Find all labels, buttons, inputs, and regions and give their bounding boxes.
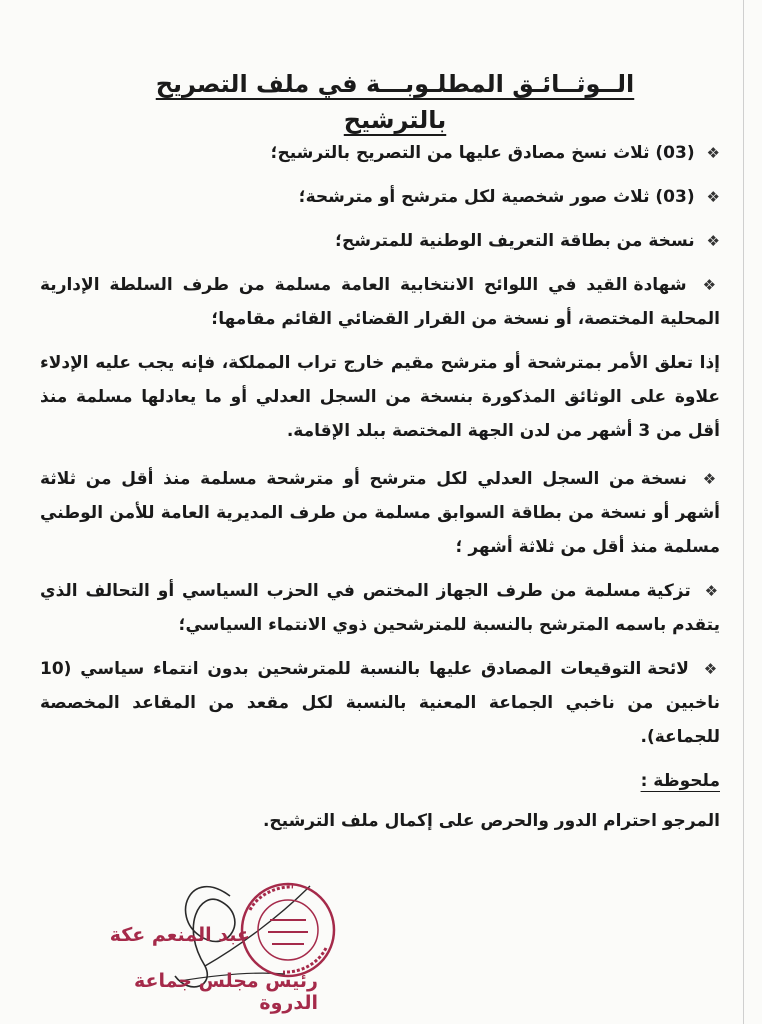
document-body — [40, 136, 720, 838]
list-item-text: نسخة من بطاقة التعريف الوطنية للمترشح؛ — [335, 231, 695, 251]
list-item — [40, 462, 720, 564]
list-item — [40, 180, 720, 214]
bullet-icon: ❖ — [703, 660, 721, 678]
list-item — [40, 652, 720, 754]
note-heading: ملحوظة : — [640, 771, 720, 791]
bullet-icon: ❖ — [706, 232, 720, 250]
residency-paragraph: إذا تعلق الأمر بمترشحة أو مترشح مقيم خارج تراب المملكة، فإنه يجب عليه الإدلاء علاوة على الوثائق المذكورة بنسخة من السجل العدلي أو ما يعادلها مسلمة منذ أقل من 3 أشهر من لدن الجهة المختصة ببلد الإقامة. — [40, 353, 720, 441]
note-text: المرجو احترام الدور والحرص على إكمال ملف الترشيح. — [262, 811, 720, 831]
list-item — [40, 136, 720, 170]
bullet-icon: ❖ — [706, 144, 720, 162]
list-item — [40, 224, 720, 258]
bullet-icon: ❖ — [702, 276, 721, 294]
list-item-text: تزكية مسلمة من طرف الجهاز المختص في الحزب السياسي أو التحالف الذي يتقدم باسمه المترشح بالنسبة للمترشحين ذوي الانتماء السياسي؛ — [40, 581, 720, 635]
stamp-role: رئيس مجلس جماعة الدروة — [133, 970, 318, 1014]
list-item-text: شهادة القيد في اللوائح الانتخابية العامة مسلمة من طرف السلطة الإدارية المحلية المختصة، أو نسخة من القرار القضائي القائم مقامها؛ — [40, 275, 720, 329]
list-item — [40, 268, 720, 336]
stamp-name: عبد المنعم عكة — [109, 924, 250, 946]
list-item-text: (03) ثلاث صور شخصية لكل مترشح أو مترشحة؛ — [298, 187, 695, 207]
bullet-icon: ❖ — [704, 582, 721, 600]
list-item-text: (03) ثلاث نسخ مصادق عليها من التصريح بالترشيح؛ — [270, 143, 695, 163]
list-item-text: نسخة من السجل العدلي لكل مترشح أو مترشحة مسلمة منذ أقل من ثلاثة أشهر أو نسخة من بطاقة السوابق مسلمة من طرف المديرية العامة للأمن الوطني مسلمة منذ أقل من ثلاثة أشهر ؛ — [40, 469, 720, 557]
list-item — [40, 574, 720, 642]
page-edge-line — [743, 0, 744, 1024]
bullet-icon: ❖ — [706, 188, 720, 206]
bullet-icon: ❖ — [702, 470, 721, 488]
official-seal-icon — [238, 880, 338, 980]
document-title: الــوثــائـق المطلـوبـــة في ملف التصريح بالترشيح — [155, 70, 635, 134]
list-item-text: لائحة التوقيعات المصادق عليها بالنسبة للمترشحين بدون انتماء سياسي (10 ناخبين من ناخبي الجماعة المعنية بالنسبة لكل مقعد من المقاعد المخصصة للجماعة). — [40, 659, 720, 747]
